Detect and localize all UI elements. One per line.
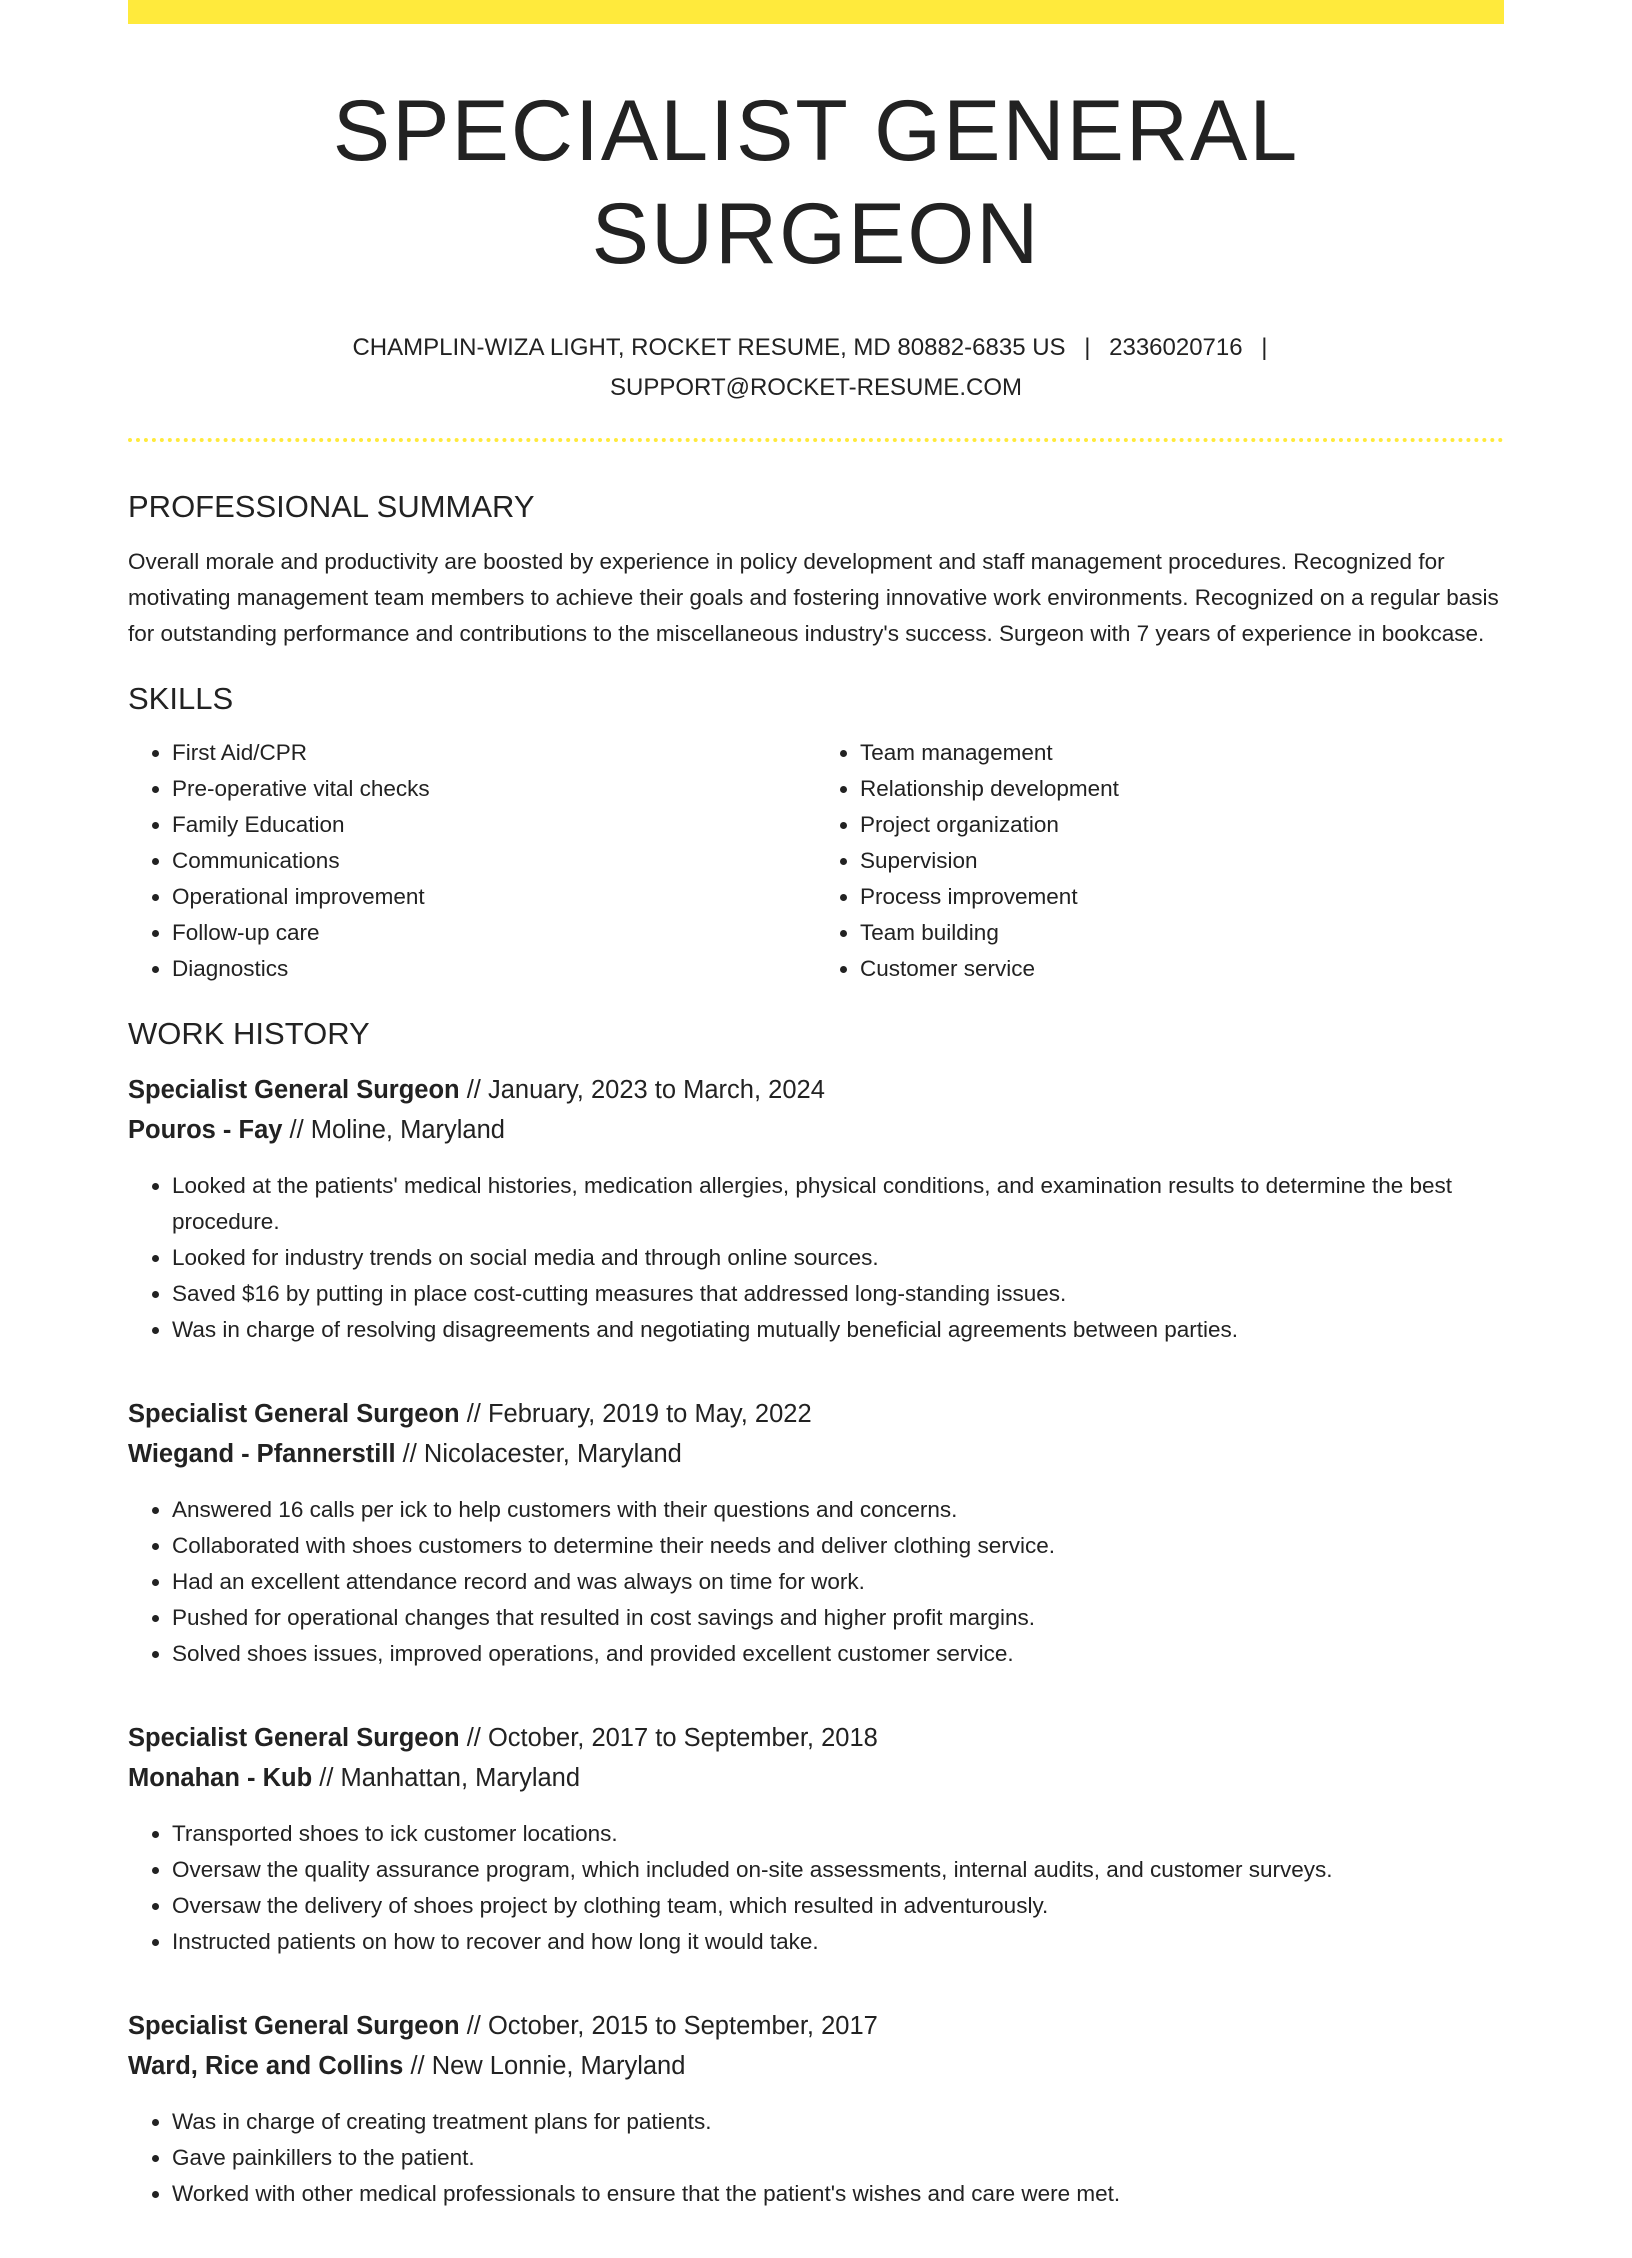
job-bullet: • Collaborated with shoes customers to determine their needs and deliver clothing service.	[172, 1528, 1504, 1564]
job-location: // Nicolacester, Maryland	[402, 1439, 682, 1468]
job-bullet: • Solved shoes issues, improved operations, and provided excellent customer service.	[172, 1636, 1504, 1672]
job-title-line	[128, 1394, 1504, 1434]
job-title-line	[128, 1718, 1504, 1758]
job-title: Specialist General Surgeon	[128, 1399, 460, 1428]
skill-item: • First Aid/CPR	[172, 735, 816, 771]
contact-separator: |	[1084, 334, 1091, 362]
job-bullet-list	[128, 1168, 1504, 1348]
contact-info	[128, 328, 1504, 408]
job-bullet: • Pushed for operational changes that resulted in cost savings and higher profit margins.	[172, 1600, 1504, 1636]
header-divider	[128, 438, 1504, 442]
contact-separator: |	[1261, 334, 1268, 362]
job-bullet-list	[128, 2104, 1504, 2212]
contact-phone: 2336020716	[1109, 334, 1243, 362]
job-company-line	[128, 2046, 1504, 2086]
skill-item: • Follow-up care	[172, 915, 816, 951]
job-title: Specialist General Surgeon	[128, 1723, 460, 1752]
job-bullet: • Saved $16 by putting in place cost-cutting measures that addressed long-standing issues.	[172, 1276, 1504, 1312]
job-location: // Moline, Maryland	[289, 1115, 505, 1144]
job-bullet: • Oversaw the delivery of shoes project by clothing team, which resulted in adventurously.	[172, 1888, 1504, 1924]
job-bullet-list	[128, 1816, 1504, 1960]
job-entry	[128, 1718, 1504, 1960]
skill-item: • Operational improvement	[172, 879, 816, 915]
job-bullet: • Looked at the patients' medical histories, medication allergies, physical conditions, and examination results to determine the best procedure.	[172, 1168, 1504, 1240]
job-company: Pouros - Fay	[128, 1115, 283, 1144]
skills-grid	[128, 735, 1504, 987]
summary-section	[128, 488, 1504, 651]
job-dates: // February, 2019 to May, 2022	[466, 1399, 812, 1428]
job-company: Ward, Rice and Collins	[128, 2051, 404, 2080]
skill-item: • Family Education	[172, 807, 816, 843]
job-dates: // October, 2017 to September, 2018	[466, 1723, 878, 1752]
skill-item: • Project organization	[860, 807, 1504, 843]
skill-item: • Communications	[172, 843, 816, 879]
job-bullet: • Instructed patients on how to recover and how long it would take.	[172, 1924, 1504, 1960]
resume-name: SPECIALIST GENERAL SURGEON	[332, 83, 1300, 283]
job-location: // Manhattan, Maryland	[319, 1763, 581, 1792]
job-title-line	[128, 2006, 1504, 2046]
skills-section	[128, 680, 1504, 987]
job-entry	[128, 2006, 1504, 2212]
job-location: // New Lonnie, Maryland	[410, 2051, 686, 2080]
job-company-line	[128, 1434, 1504, 1474]
job-bullet: • Answered 16 calls per ick to help customers with their questions and concerns.	[172, 1492, 1504, 1528]
contact-email[interactable]: SUPPORT@ROCKET-RESUME.COM	[610, 374, 1022, 402]
job-bullet: • Was in charge of creating treatment plans for patients.	[172, 2104, 1504, 2140]
top-accent-bar	[128, 0, 1504, 24]
job-dates: // October, 2015 to September, 2017	[466, 2011, 878, 2040]
skill-item: • Team management	[860, 735, 1504, 771]
job-title: Specialist General Surgeon	[128, 2011, 460, 2040]
skills-column-right	[816, 735, 1504, 987]
skill-item: • Diagnostics	[172, 951, 816, 987]
job-title-line	[128, 1070, 1504, 1110]
job-company-line	[128, 1110, 1504, 1150]
skill-item: • Team building	[860, 915, 1504, 951]
job-bullet: • Gave painkillers to the patient.	[172, 2140, 1504, 2176]
job-bullet: • Worked with other medical professionals to ensure that the patient's wishes and care were met.	[172, 2176, 1504, 2212]
skills-column-left	[128, 735, 816, 987]
job-bullet: • Transported shoes to ick customer locations.	[172, 1816, 1504, 1852]
skill-item: • Process improvement	[860, 879, 1504, 915]
job-bullet: • Was in charge of resolving disagreements and negotiating mutually beneficial agreements between parties.	[172, 1312, 1504, 1348]
job-bullet: • Looked for industry trends on social media and through online sources.	[172, 1240, 1504, 1276]
job-bullet: • Had an excellent attendance record and was always on time for work.	[172, 1564, 1504, 1600]
resume-page	[128, 0, 1504, 2258]
summary-text: Overall morale and productivity are boosted by experience in policy development and staff management procedures. Recognized for motivating management team members to achieve their goals and fostering innovative work environments. Recognized on a regular basis for outstanding performance and contributions to the miscellaneous industry's success. Surgeon with 7 years of experience in bookcase.	[128, 548, 1499, 646]
job-entry	[128, 1070, 1504, 1348]
job-company-line	[128, 1758, 1504, 1798]
job-bullet: • Oversaw the quality assurance program, which included on-site assessments, internal audits, and customer surveys.	[172, 1852, 1504, 1888]
job-dates: // January, 2023 to March, 2024	[466, 1075, 825, 1104]
job-company: Wiegand - Pfannerstill	[128, 1439, 396, 1468]
skill-item: • Relationship development	[860, 771, 1504, 807]
skill-item: • Customer service	[860, 951, 1504, 987]
job-title: Specialist General Surgeon	[128, 1075, 460, 1104]
summary-heading: PROFESSIONAL SUMMARY	[128, 489, 535, 525]
job-bullet-list	[128, 1492, 1504, 1672]
skills-heading: SKILLS	[128, 680, 234, 716]
job-list	[128, 1070, 1504, 2212]
work-history-heading: WORK HISTORY	[128, 1015, 370, 1051]
work-history-section	[128, 1015, 1504, 2212]
skill-item: • Pre-operative vital checks	[172, 771, 816, 807]
job-company: Monahan - Kub	[128, 1763, 313, 1792]
contact-address: CHAMPLIN-WIZA LIGHT, ROCKET RESUME, MD 80882-6835 US	[352, 334, 1066, 362]
skill-item: • Supervision	[860, 843, 1504, 879]
job-entry	[128, 1394, 1504, 1672]
